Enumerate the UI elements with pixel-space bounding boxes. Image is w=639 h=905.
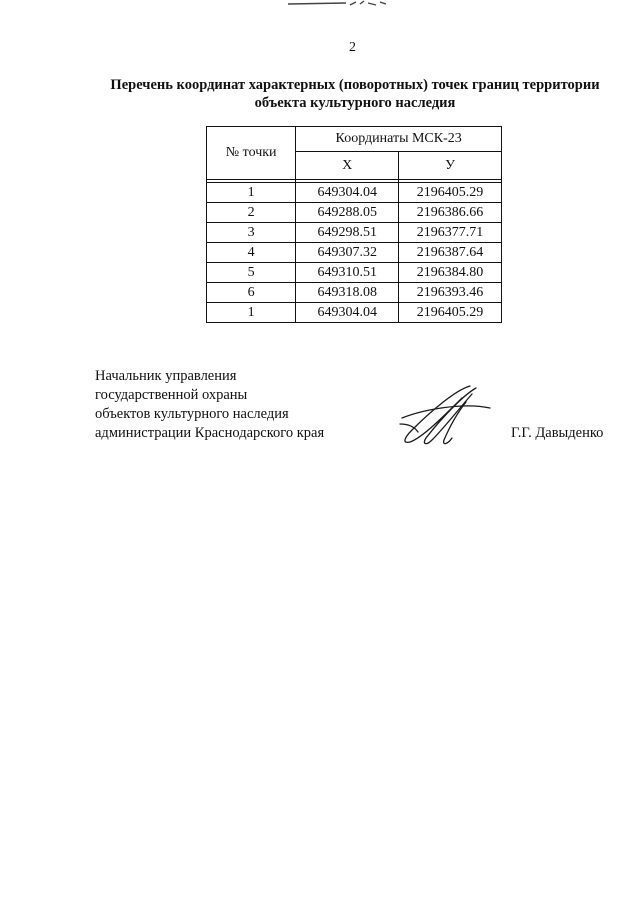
signatory-position — [95, 367, 324, 443]
cell-x: 649304.04 — [296, 303, 399, 323]
table-row — [207, 263, 502, 283]
table-row — [207, 183, 502, 203]
position-line-4: администрации Краснодарского края — [95, 425, 325, 441]
page-number: 2 — [349, 40, 356, 55]
position-line-1: Начальник управления — [95, 368, 237, 384]
table-row — [207, 243, 502, 263]
position-line-3: объектов культурного наследия — [95, 406, 289, 422]
table-row — [207, 223, 502, 243]
cell-point-number: 1 — [207, 183, 296, 203]
cell-y: 2196377.71 — [399, 223, 502, 243]
cell-y: 2196387.64 — [399, 243, 502, 263]
cell-x: 649298.51 — [296, 223, 399, 243]
position-line-2: государственной охраны — [95, 387, 248, 403]
table-row — [207, 303, 502, 323]
cell-point-number: 1 — [207, 303, 296, 323]
cell-point-number: 5 — [207, 263, 296, 283]
cell-y: 2196405.29 — [399, 183, 502, 203]
table-row — [207, 203, 502, 223]
header-coordinates: Координаты МСК-23 — [296, 127, 502, 152]
title-line-1: Перечень координат характерных (поворотных) точек границ территории — [110, 77, 600, 93]
document-title — [90, 76, 620, 112]
cell-y: 2196405.29 — [399, 303, 502, 323]
cell-point-number: 4 — [207, 243, 296, 263]
coordinates-table — [206, 126, 502, 323]
cell-point-number: 6 — [207, 283, 296, 303]
cell-x: 649288.05 — [296, 203, 399, 223]
signer-name: Г.Г. Давыденко — [511, 425, 604, 441]
handwritten-signature — [392, 380, 492, 450]
cell-point-number: 2 — [207, 203, 296, 223]
cell-y: 2196393.46 — [399, 283, 502, 303]
cell-y: 2196384.80 — [399, 263, 502, 283]
header-point-number: № точки — [207, 127, 296, 180]
header-y: У — [399, 152, 502, 180]
coordinates-rows — [207, 183, 502, 323]
title-line-2: объекта культурного наследия — [254, 95, 456, 111]
table-row — [207, 283, 502, 303]
cell-x: 649310.51 — [296, 263, 399, 283]
cell-x: 649318.08 — [296, 283, 399, 303]
cell-x: 649307.32 — [296, 243, 399, 263]
header-x: X — [296, 152, 399, 180]
scan-artifact — [286, 0, 396, 8]
cell-point-number: 3 — [207, 223, 296, 243]
cell-x: 649304.04 — [296, 183, 399, 203]
cell-y: 2196386.66 — [399, 203, 502, 223]
